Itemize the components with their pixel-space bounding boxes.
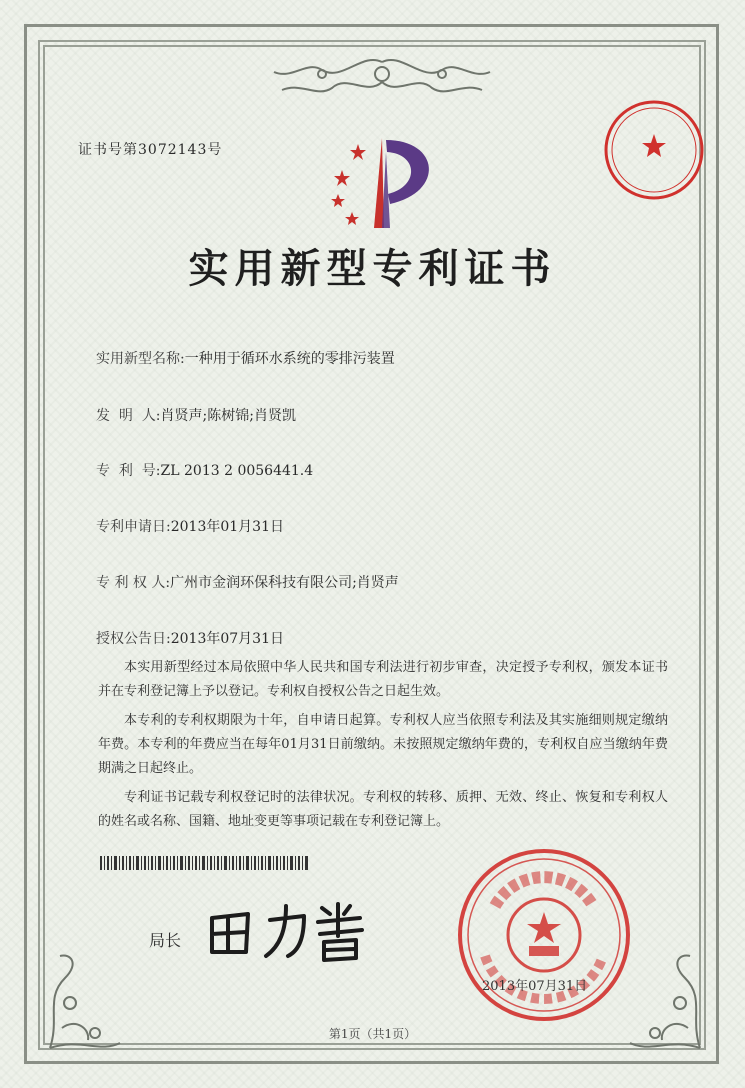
certificate-number-suffix: 号 — [207, 142, 223, 158]
certificate-body — [98, 656, 668, 839]
field-patent-number — [96, 460, 313, 480]
tax-seal-icon — [600, 96, 708, 204]
certificate-number — [78, 139, 222, 159]
certificate-title: 实用新型专利证书 — [188, 245, 557, 292]
handwritten-signature-icon — [200, 896, 375, 968]
certificate-number-value: 3072143 — [138, 142, 208, 158]
field-value: 肖贤声;陈树锦;肖贤凯 — [160, 408, 296, 424]
patent-office-emblem-icon — [320, 132, 445, 237]
body-paragraph: 本专利的专利权期限为十年，自申请日起算。专利权人应当依照专利法及其实施细则规定缴纳年费。本专利的年费应当在每年01月31日前缴纳。未按照规定缴纳年费的，专利权自应当缴纳年费期满之日起终止。 — [98, 713, 668, 776]
top-ornament-icon — [262, 52, 502, 98]
field-label: 专利申请日: — [96, 519, 171, 535]
field-label: 专 利 权 人: — [96, 575, 171, 591]
director-label: 局长 — [149, 931, 182, 950]
field-label: 专 利 号: — [96, 463, 161, 479]
field-label: 实用新型名称: — [96, 351, 185, 367]
sipo-seal-icon — [455, 846, 633, 1024]
body-paragraph: 本实用新型经过本局依照中华人民共和国专利法进行初步审查，决定授予专利权，颁发本证书并在专利登记簿上予以登记。专利权自授权公告之日起生效。 — [98, 660, 668, 699]
field-label: 授权公告日: — [96, 631, 171, 647]
field-utility-model-name — [96, 348, 395, 368]
field-inventors — [96, 405, 296, 425]
barcode-icon — [100, 856, 310, 870]
field-value: ZL 2013 2 0056441.4 — [160, 463, 314, 479]
field-application-date — [96, 516, 284, 536]
field-label: 发 明 人: — [96, 408, 161, 424]
field-grant-date — [96, 628, 284, 648]
field-patentee — [96, 572, 399, 592]
field-value: 广州市金润环保科技有限公司;肖贤声 — [170, 575, 399, 591]
page-number: 第1页（共1页） — [328, 1027, 417, 1041]
field-value: 2013年01月31日 — [170, 519, 284, 535]
field-value: 2013年07月31日 — [170, 631, 284, 647]
field-value: 一种用于循环水系统的零排污装置 — [184, 351, 395, 367]
body-paragraph: 专利证书记载专利权登记时的法律状况。专利权的转移、质押、无效、终止、恢复和专利权人的姓名或名称、国籍、地址变更等事项记载在专利登记簿上。 — [98, 790, 668, 829]
certificate-number-label: 证书号第 — [78, 142, 138, 158]
seal-date: 2013年07月31日 — [482, 979, 588, 994]
